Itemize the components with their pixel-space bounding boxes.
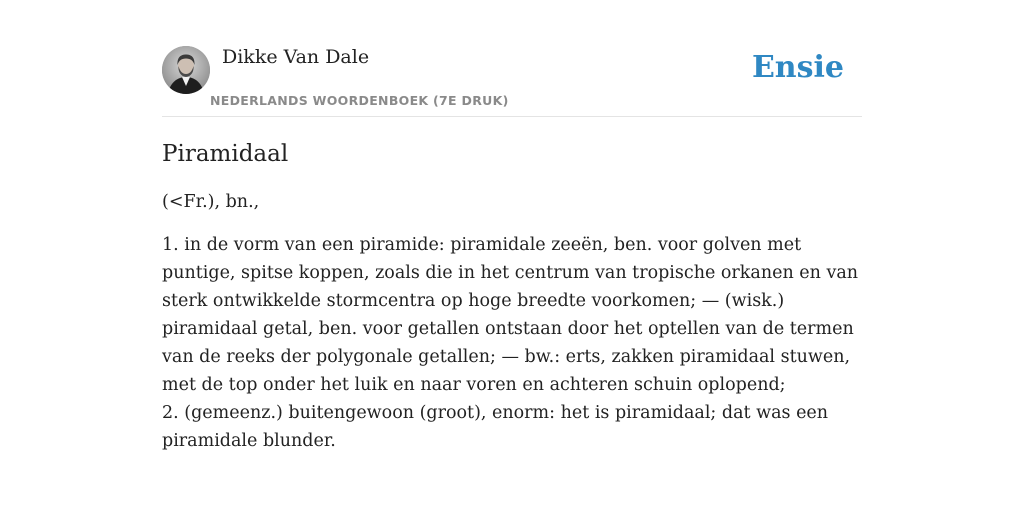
entry-sense-2: 2. (gemeenz.) buitengewoon (groot), enorm: het is piramidaal; dat was een piramidale blunder.	[162, 403, 829, 451]
brand-logo-link[interactable]: Ensie	[751, 50, 844, 85]
author-avatar	[162, 46, 210, 94]
entry-senses	[162, 231, 862, 455]
entry-sense-1: 1. in de vorm van een piramide: piramidale zeeën, ben. voor golven met puntige, spitse koppen, zoals die in het centrum van tropische orkanen en van sterk ontwikkelde stormcentra op hoge breedte voorkomen; — (wisk.) piramidaal getal, ben. voor getallen ontstaan door het optellen van de termen van de reeks der polygonale getallen; — bw.: erts, zakken piramidaal stuwen, met de top onder het luik en naar voren en achteren schuin oplopend;	[162, 235, 859, 395]
entry-headword: Piramidaal	[162, 141, 289, 167]
entry-grammar: (<Fr.), bn.,	[162, 192, 260, 212]
author-name: Dikke Van Dale	[222, 46, 370, 68]
entry-content	[162, 138, 862, 455]
portrait-icon	[162, 46, 210, 94]
source-label: NEDERLANDS WOORDENBOEK (7E DRUK)	[210, 93, 509, 108]
header	[162, 46, 862, 117]
